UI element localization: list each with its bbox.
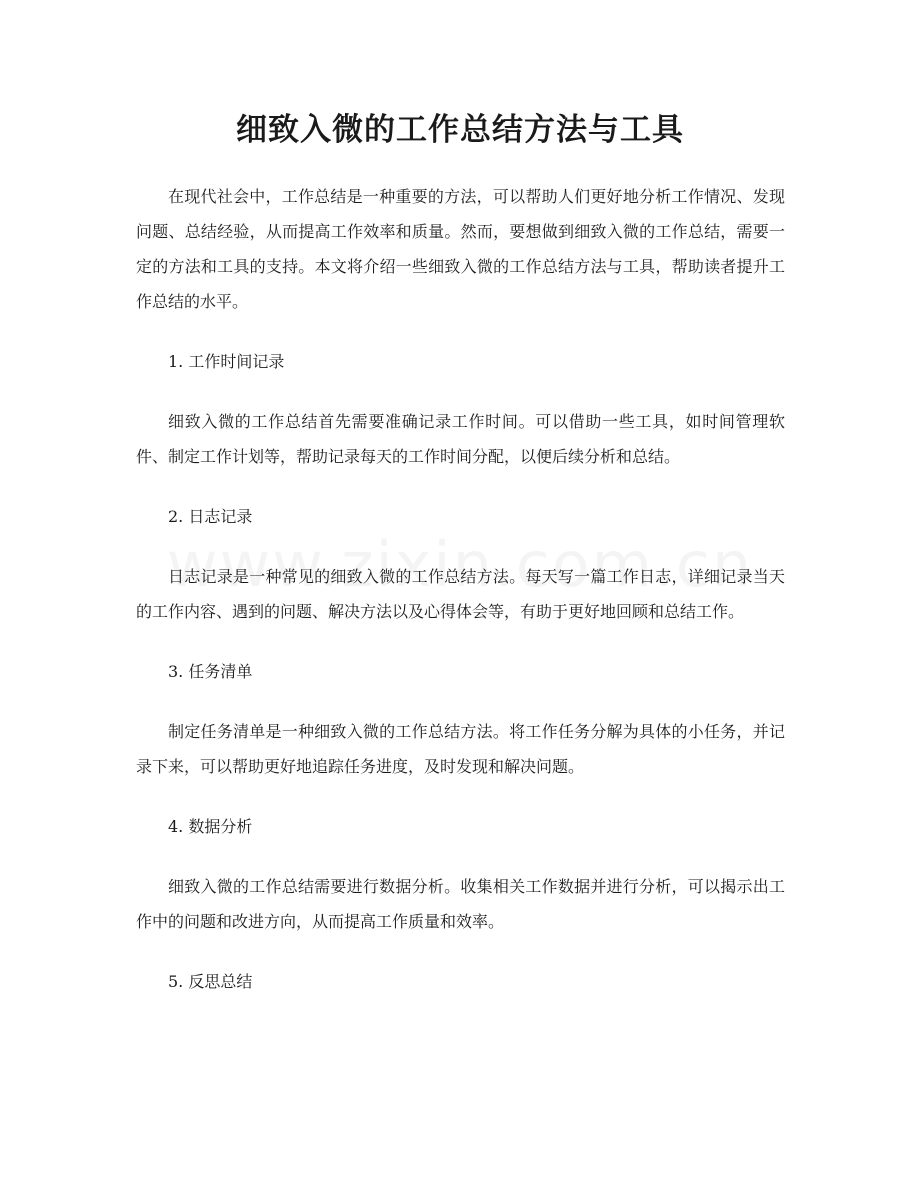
section-body-2: 日志记录是一种常见的细致入微的工作总结方法。每天写一篇工作日志，详细记录当天的工作内容、遇到的问题、解决方法以及心得体会等，有助于更好地回顾和总结工作。	[136, 567, 785, 621]
section-heading-2: 2. 日志记录	[168, 507, 253, 526]
section-heading-1: 1. 工作时间记录	[168, 352, 285, 371]
section-body-4: 细致入微的工作总结需要进行数据分析。收集相关工作数据并进行分析，可以揭示出工作中的问题和改进方向，从而提高工作质量和效率。	[136, 877, 785, 931]
section-heading-4: 4. 数据分析	[168, 817, 253, 836]
section-body-3: 制定任务清单是一种细致入微的工作总结方法。将工作任务分解为具体的小任务，并记录下来，可以帮助更好地追踪任务进度，及时发现和解决问题。	[136, 722, 785, 776]
document-body	[136, 179, 785, 999]
section-heading-5: 5. 反思总结	[168, 972, 253, 991]
intro-paragraph: 在现代社会中，工作总结是一种重要的方法，可以帮助人们更好地分析工作情况、发现问题、总结经验，从而提高工作效率和质量。然而，要想做到细致入微的工作总结，需要一定的方法和工具的支持。本文将介绍一些细致入微的工作总结方法与工具，帮助读者提升工作总结的水平。	[136, 187, 785, 311]
section-heading-3: 3. 任务清单	[168, 662, 253, 681]
section-body-1: 细致入微的工作总结首先需要准确记录工作时间。可以借助一些工具，如时间管理软件、制定工作计划等，帮助记录每天的工作时间分配，以便后续分析和总结。	[136, 412, 785, 466]
document-title: 细致入微的工作总结方法与工具	[236, 112, 684, 148]
